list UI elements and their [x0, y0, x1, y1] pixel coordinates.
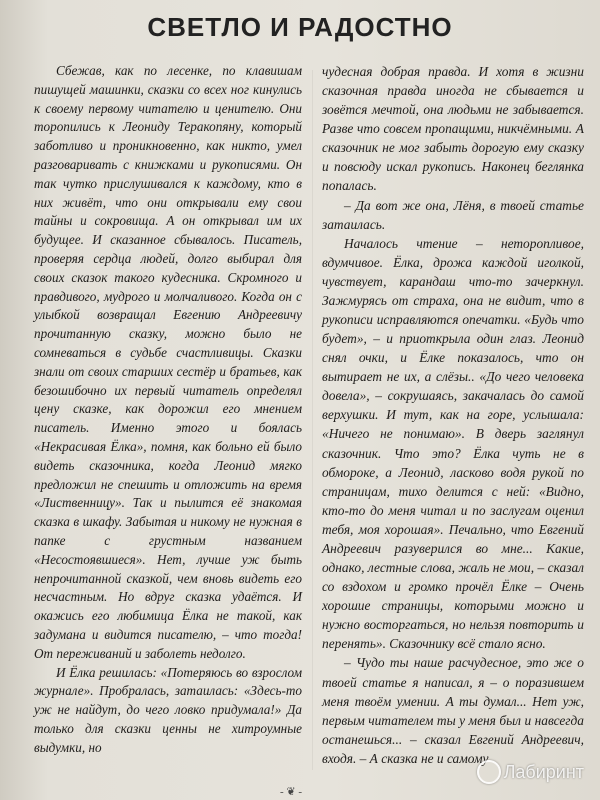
paragraph: чудесная добрая правда. И хотя в жизни сказочная правда иногда не сбывается и зовётся мечтой, она людьми не забывается. Разве что совсем пропащими, никчёмными. А сказочник не мог забыть дорогую ему сказку и повсюду искал рукопись. Наконец беглянка попалась. [322, 64, 584, 194]
page-ornament: - ❦ - [280, 786, 303, 798]
labyrinth-logo-icon [477, 760, 501, 784]
paragraph: – Да вот же она, Лёня, в твоей статье затаилась. [322, 197, 584, 232]
page-title: СВЕТЛО И РАДОСТНО [147, 12, 453, 42]
watermark-logo [477, 760, 584, 784]
right-column [322, 62, 584, 768]
paragraph: Сбежав, как по лесенке, по клавишам пишущей машинки, сказки со всех ног кинулись к своему первому читателю и ценителю. Они торопились к Леониду Теракопяну, который заботливо и проникновенно, как никто, умел разговаривать с книжками и рукописями. Он так чутко прислушивался к каждому, кто в них живёт, что они открывали ему свои тайны и сокровища. А он открывал им их будущее. И сказанное сбывалось. Писатель, проверяя сердца людей, долго выбирал для своих сказок такого кудесника. Скромного и правдивого, мудрого и молчаливого. Когда он с улыбкой возвращал Евгению Андреевичу прочитанную сказку, можно было не сомневаться в судьбе счастливицы. Сказки знали от своих старших сестёр и братьев, как безошибочно их первый читатель определял цену сказке, как дорожил его мнением писатель. Именно этого и боялась «Некрасивая Ёлка», помня, как больно ей было видеть сказочника, когда Леонид мягко предложил не спешить и отложить на время «Лиственницу». Так и пылится её знакомая сказка в шкафу. Забытая и никому не нужная в папке с грустным названием «Несостоявшиеся». Нет, лучше уж быть непрочитанной сказкой, чем вновь видеть его несчастным. Но вдруг сказка удаётся. И окажись его любимица Ёлка не такой, как задумана и видится писателю, – что тогда! От переживаний и заболеть недолго. [34, 63, 302, 661]
paragraph: – Чудо ты наше расчудесное, это же о твоей статье я написал, я – о поразившем меня твоём умении. А ты думал... Нет уж, первым читателем ты у меня был и навсегда останешься... – сказал Евгений Андреевич, входя. – А сказка не и самому [322, 655, 584, 766]
watermark-text: Лабиринт [503, 761, 584, 782]
column-divider [312, 70, 313, 770]
paragraph: Началось чтение – неторопливое, вдумчивое. Ёлка, дрожа каждой иголкой, чувствует, карандаш что-то зачеркнул. Зажмурясь от страха, она не видит, что в рукописи исправляются опечатки. «Будь что будет», – и приоткрыла один глаз. Леонид снял очки, и Ёлке показалось, что он вытирает не их, а слёзы.. «До чего человека довела», – сокрушаясь, закачалась до самой верхушки. И тут, как на горе, услышала: «Ничего не понимаю». В дверь заглянул сказочник. Что это? Ёлка чуть не в обмороке, а Леонид, ласково водя рукой по страницам, тихо делится с ней: «Видно, кто-то до меня читал и по заслугам оценил тебя, моя хорошая». Печально, что Евгений Андреевич разуверился во мне... Какие, однако, лестные слова, жаль не мои, – сказал со вздохом и громко прочёл Ёлке – Очень хорошие страницы, которыми можно и нужно восторгаться, но нельзя повторить и перенять». Сказочнику всё стало ясно. [322, 235, 584, 652]
paragraph: И Ёлка решилась: «Потеряюсь во взрослом журнале». Пробралась, затаилась: «Здесь-то уж не найдут, до чего ловко придумала!» Да только для сказки ценны не хитроумные выдумки, но [34, 664, 302, 755]
left-column [34, 62, 302, 757]
